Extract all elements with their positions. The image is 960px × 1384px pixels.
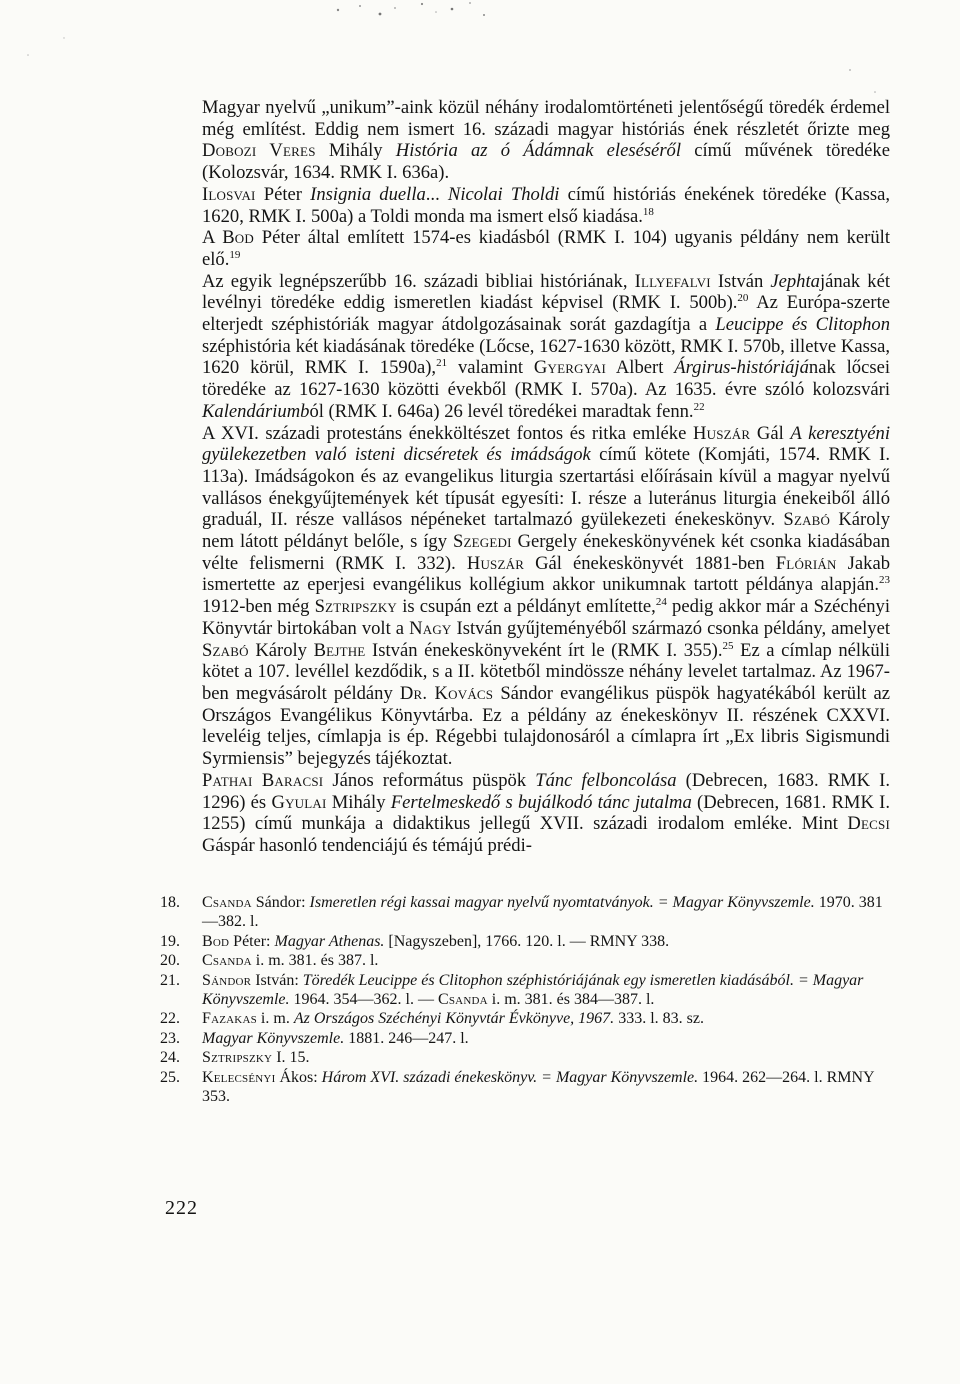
text-run: István xyxy=(710,270,771,292)
footnote-number: 21. xyxy=(160,971,180,989)
text-run: János református püspök xyxy=(323,769,536,791)
footnote xyxy=(160,971,890,1010)
footnote-text xyxy=(202,1068,890,1107)
paragraph xyxy=(202,227,890,270)
author-name: Gyergyai xyxy=(533,357,607,379)
text-run: jának két levélnyi töredéke eddig ismeretlen kiadást képvisel (RMK I. 500b). xyxy=(202,270,890,314)
text-run: Károly nem látott példányt belőle, s így xyxy=(202,509,891,553)
text-run: 1970. 381—382. l. xyxy=(202,894,883,931)
text-run: István: xyxy=(251,971,303,989)
author-name: Sztripszky xyxy=(202,1049,273,1067)
paragraph xyxy=(202,184,890,227)
italic-text: Magyar Athenas. xyxy=(274,932,385,950)
text-run: Mihály xyxy=(326,791,391,813)
author-name: Sándor xyxy=(202,971,252,989)
text-run: Gál énekeskönyvét 1881-ben xyxy=(524,552,776,574)
italic-text: Árgirus-históriájá xyxy=(674,357,809,379)
footnote-text xyxy=(202,893,890,932)
footnote-ref: 19 xyxy=(229,248,241,261)
text-run: Az Európa-szerte elterjedt széphistóriák magyar átdolgozásainak sorát gazdagítja a xyxy=(202,292,890,336)
author-name: Illyefalvi xyxy=(634,270,711,292)
author-name: Csanda xyxy=(437,991,488,1009)
author-name: Kelecsényi xyxy=(202,1068,276,1086)
author-name: Dr. Kovács xyxy=(399,682,494,704)
italic-text: Töredék Leucippe és Clitophon széphistóriájának egy ismeretlen kiadásából. = Magyar Könyvszemle. xyxy=(202,971,864,1009)
text-run: Magyar nyelvű „unikum”-aink közül néhány irodalomtörténeti jelentőségű töredék érdemel még említést. Eddig nem ismert 16. századi magyar históriás ének részletét őrizte meg xyxy=(202,97,890,140)
text-run: i. m. xyxy=(256,1010,294,1028)
text-run: 1964. 354—362. l. — xyxy=(289,991,438,1009)
italic-text: Az Országos Széchényi Könyvtár Évkönyve, 1967. xyxy=(293,1010,615,1028)
author-name: Sztripszky xyxy=(314,596,398,618)
italic-text: Három XVI. századi énekeskönyv. = Magyar Könyvszemle. xyxy=(321,1068,699,1086)
text-run: (Debrecen, 1681. RMK I. 1255) című munkája a didaktikus jellegű XVII. századi irodalom emléke. Mint xyxy=(202,791,890,835)
text-run: I. 15. xyxy=(272,1049,310,1067)
author-name: Szabó xyxy=(202,639,249,661)
author-name: Pathai Baracsi xyxy=(202,769,324,791)
text-run: (Debrecen, 1683. RMK I. 1296) és xyxy=(202,769,890,813)
footnote xyxy=(160,893,890,932)
footnote-ref: 23 xyxy=(879,574,890,587)
footnote-number: 20. xyxy=(160,952,180,970)
text-run: című kötete (Komjáti, 1574. RMK I. 113a). Imádságokon és az evangelikus liturgia szertartási előírásain kívül a magyar nyelvű vallásos énekgyűjtemények két típusát egyesíti: I. része a luteránus liturgia énekeiből álló graduál, II. része vallásos népéneket tartalmazó gyülekezeti énekeskönyv. xyxy=(202,444,890,531)
text-run: i. m. 381. és 384—387. l. xyxy=(487,991,655,1009)
text-run: Sándor: xyxy=(251,894,310,911)
italic-text: Jephta xyxy=(770,270,820,292)
author-name: Szegedi xyxy=(452,531,512,553)
footnote-number: 25. xyxy=(160,1068,180,1086)
footnote xyxy=(160,951,890,970)
text-run: is csupán ezt a példányt említette, xyxy=(397,596,656,618)
italic-text: Nicolai Tholdi xyxy=(447,183,560,205)
footnote-ref: 20 xyxy=(737,292,749,305)
italic-text: Ismeretlen régi kassai magyar nyelvű nyomtatványok. = Magyar Könyvszemle. xyxy=(309,894,815,911)
author-name: Szabó xyxy=(783,509,831,531)
italic-text: Insignia duella xyxy=(310,183,426,205)
italic-text: Fertelmeskedő s bujálkodó tánc jutalma xyxy=(390,791,692,813)
text-run: A xyxy=(202,227,223,249)
footnote xyxy=(160,1009,890,1028)
text-run: István énekeskönyveként írt le (RMK I. 355). xyxy=(365,639,723,661)
text-run: Péter által említett 1574-es kiadásból (RMK I. 104) ugyanis példány nem került elő. xyxy=(202,227,890,270)
footnote-number: 18. xyxy=(160,894,180,911)
footnote xyxy=(160,1048,890,1067)
italic-text: A keresztyéni gyülekezetben való isteni dicséretek és imádságok xyxy=(202,422,890,466)
paragraph xyxy=(202,97,890,184)
text-run: Albert xyxy=(606,357,675,379)
text-run: [Nagyszeben], 1766. 120. l. — RMNY 338. xyxy=(384,932,670,950)
text-run: Péter xyxy=(255,183,311,205)
footnote-number: 22. xyxy=(160,1010,180,1028)
author-name: Csanda xyxy=(202,952,252,970)
text-run: i. m. 381. és 387. l. xyxy=(251,952,379,970)
italic-text: História az ó Ádámnak eleséséről xyxy=(395,140,682,162)
author-name: Nagy xyxy=(409,617,452,639)
author-name: Bejthe xyxy=(313,639,366,661)
author-name: Bod xyxy=(202,932,230,950)
text-run: Péter: xyxy=(229,932,275,950)
text-run: 1881. 246—247. l. xyxy=(344,1029,469,1047)
footnote-number: 24. xyxy=(160,1049,180,1067)
text-run: ól (RMK I. 646a) 26 levél töredékei maradtak fenn. xyxy=(309,400,694,422)
footnote-ref: 21 xyxy=(436,357,448,370)
text-run: című históriás énekének töredéke (Kassa, 1620, RMK I. 500a) a Toldi monda ma ismert első kiadása. xyxy=(202,183,890,227)
text-run: Gál xyxy=(750,422,791,444)
author-name: Flórián xyxy=(775,552,837,574)
text-run: Károly xyxy=(248,639,314,661)
footnote-text xyxy=(202,932,890,951)
body-text xyxy=(202,97,890,857)
text-run: Gáspár hasonló tendenciájú és témájú prédi- xyxy=(202,834,532,856)
author-name: Gyulai xyxy=(271,791,327,813)
text-run: című művének töredéke (Kolozsvár, 1634. RMK I. 636a). xyxy=(202,140,890,184)
footnote-text xyxy=(202,1048,890,1067)
footnote-ref: 18 xyxy=(642,205,654,218)
author-name: Huszár xyxy=(466,552,525,574)
author-name: Decsi xyxy=(847,813,890,835)
paragraph xyxy=(202,423,890,770)
text-run: széphistória két kiadásának töredéke (Lőcse, 1627-1630 között, RMK I. 570b, illetve Kassa, 1620 körül, RMK I. 1590a), xyxy=(202,335,890,379)
text-run: 1964. 262—264. l. RMNY 353. xyxy=(202,1068,875,1106)
footnote-ref: 24 xyxy=(655,595,667,608)
author-name: Ilosvai xyxy=(202,183,256,205)
page-number: 222 xyxy=(165,1197,198,1219)
text-run: nak lőcsei töredéke az 1627-1630 közötti évekből (RMK I. 570a). Az 1635. évre szóló kolozsvári xyxy=(202,357,891,401)
footnote xyxy=(160,1068,890,1107)
author-name: Bod xyxy=(222,227,254,249)
author-name: Fazakas xyxy=(202,1010,257,1028)
footnote-number: 23. xyxy=(160,1029,180,1047)
text-run: 1912-ben még xyxy=(202,596,315,618)
text-run: Gergely énekeskönyvének két csonka kiadásában vélte felismerni (RMK I. 332). xyxy=(202,531,891,574)
text-run: Ákos: xyxy=(275,1068,322,1086)
author-name: Dobozi Veres xyxy=(202,140,316,162)
italic-text: Kalendáriumb xyxy=(202,400,310,422)
italic-text: Magyar Könyvszemle. xyxy=(202,1029,345,1047)
author-name: Huszár xyxy=(693,422,751,444)
text-run: A XVI. századi protestáns énekköltészet fontos és ritka emléke xyxy=(202,422,693,444)
footnotes xyxy=(160,893,890,1106)
text-run: 333. l. 83. sz. xyxy=(614,1010,704,1028)
text-run: István gyűjteményéből származó csonka példány, amelyet xyxy=(451,617,891,639)
paragraph xyxy=(202,271,890,423)
footnote xyxy=(160,932,890,951)
italic-text: Tánc felboncolása xyxy=(535,769,677,791)
text-run: ... xyxy=(425,183,448,205)
footnote-text xyxy=(202,1029,890,1048)
paragraph xyxy=(202,770,890,857)
text-run: Jakab ismertette az eperjesi evangélikus kollégium akkor unikumnak tartott példánya alapján. xyxy=(202,552,890,596)
footnote-text xyxy=(202,951,890,970)
footnote-ref: 22 xyxy=(693,400,705,413)
footnote-text xyxy=(202,1009,890,1028)
italic-text: Leucippe és Clitophon xyxy=(715,314,891,336)
footnote xyxy=(160,1029,890,1048)
text-run: Sándor evangélikus püspök hagyatékából került az Országos Evangélikus Könyvtárba. Ez a példány az énekeskönyv II. részének CXXVI. leveléig teljes, címlapja is ép. Régebbi tulajdonosáról a címlapra írt „Ex libris Sigismundi Syrmiensis” bejegyzés tájékoztat. xyxy=(202,682,890,770)
text-run: pedig akkor már a Széchényi Könyvtár birtokában volt a xyxy=(202,596,890,639)
text-run: valamint xyxy=(447,357,534,379)
text-run: Ez a címlap nélküli kötet a 107. levéllel kezdődik, s a II. kötetből mindössze néhány levelet tartalmaz. Az 1967-ben megvásárolt példány xyxy=(202,639,890,704)
text-run: Mihály xyxy=(315,140,396,162)
footnote-number: 19. xyxy=(160,932,180,950)
text-run: Az egyik legnépszerűbb 16. századi bibliai históriának, xyxy=(202,270,635,292)
footnote-text xyxy=(202,971,890,1010)
author-name: Csanda xyxy=(202,894,252,911)
footnote-ref: 25 xyxy=(722,639,734,652)
